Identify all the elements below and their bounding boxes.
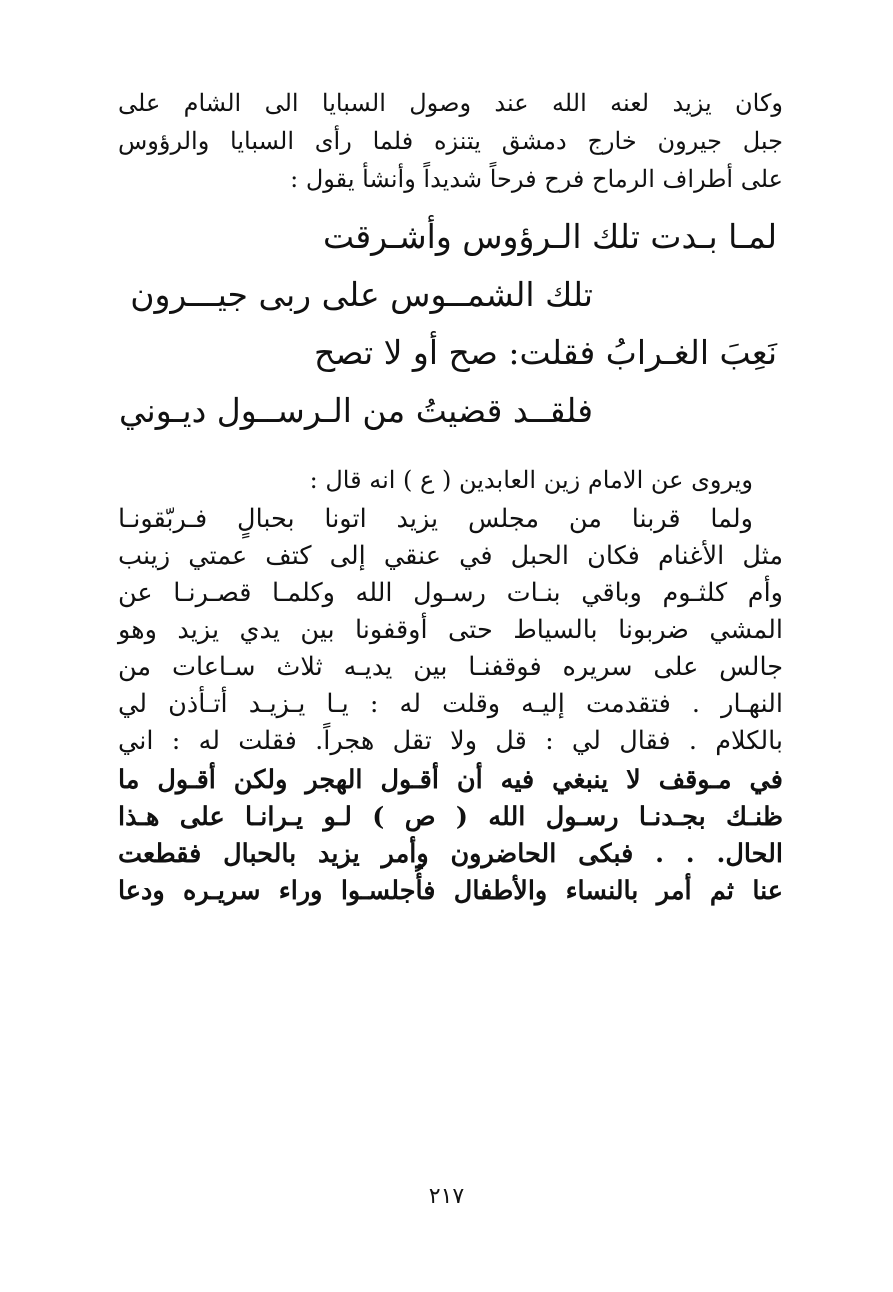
poem-verse: لمـا بـدت تلك الـرؤوس وأشـرقت bbox=[322, 217, 777, 256]
text-line: وكان يزيد لعنه الله عند وصول السبايا الى الشام على bbox=[118, 89, 783, 117]
poem-block bbox=[118, 208, 783, 440]
text-line: مثل الأغنام فكان الحبل في عنقي إلى كتف عمتي زينب bbox=[118, 541, 783, 571]
text-line: عنا ثم أمر بالنساء والأطفال فأُجلسـوا وراء سريـره ودعا bbox=[118, 876, 783, 906]
poem-verse: نَعِبَ الغـرابُ فقلت: صح أو لا تصح bbox=[314, 333, 777, 372]
intro-paragraph bbox=[118, 84, 783, 198]
poem-verse: تلك الشمــوس على ربى جيـــرون bbox=[130, 275, 593, 314]
text-line: بالكلام . فقال لي : قل ولا تقل هجراً. فقلت له : اني bbox=[118, 726, 783, 756]
text-line: النهـار . فتقدمت إليـه وقلت له : يـا يـزيـد أتـأذن لي bbox=[118, 689, 783, 719]
text-line: جالس على سريره فوقفنـا بين يديـه ثلاث سـاعات من bbox=[118, 652, 783, 682]
text-line: جبل جيرون خارج دمشق يتنزه فلما رأى السبايا والرؤوس bbox=[118, 127, 783, 155]
page-content bbox=[118, 84, 783, 910]
page-number: ٢١٧ bbox=[428, 1184, 465, 1209]
narration-heading bbox=[118, 462, 783, 499]
narration-paragraph-bold bbox=[118, 762, 783, 910]
poem-verse: فلقــد قضيتُ من الـرســول ديـوني bbox=[119, 391, 593, 430]
text-line: المشي ضربونا بالسياط حتى أوقفونا بين يدي يزيد وهو bbox=[118, 615, 783, 645]
text-line: وأم كلثـوم وباقي بنـات رسـول الله وكلمـا قصـرنـا عن bbox=[118, 578, 783, 608]
text-line: ويروى عن الامام زين العابدين ( ع ) انه قال : bbox=[309, 466, 753, 494]
narration-paragraph bbox=[118, 501, 783, 760]
text-line: ولما قربنا من مجلس يزيد اتونا بحبالٍ فـربّقونـا bbox=[118, 504, 753, 534]
text-line: في مـوقف لا ينبغي فيه أن أقـول الهجر ولكن أقـول ما bbox=[118, 765, 783, 795]
text-line: على أطراف الرماح فرح فرحاً شديداً وأنشأ يقول : bbox=[290, 165, 783, 193]
text-line: ظنـك بجـدنـا رسـول الله ( ص ) لـو يـرانـا على هـذا bbox=[118, 802, 783, 832]
text-line: الحال. . . فبكى الحاضرون وأمر يزيد بالحبال فقطعت bbox=[118, 839, 783, 869]
